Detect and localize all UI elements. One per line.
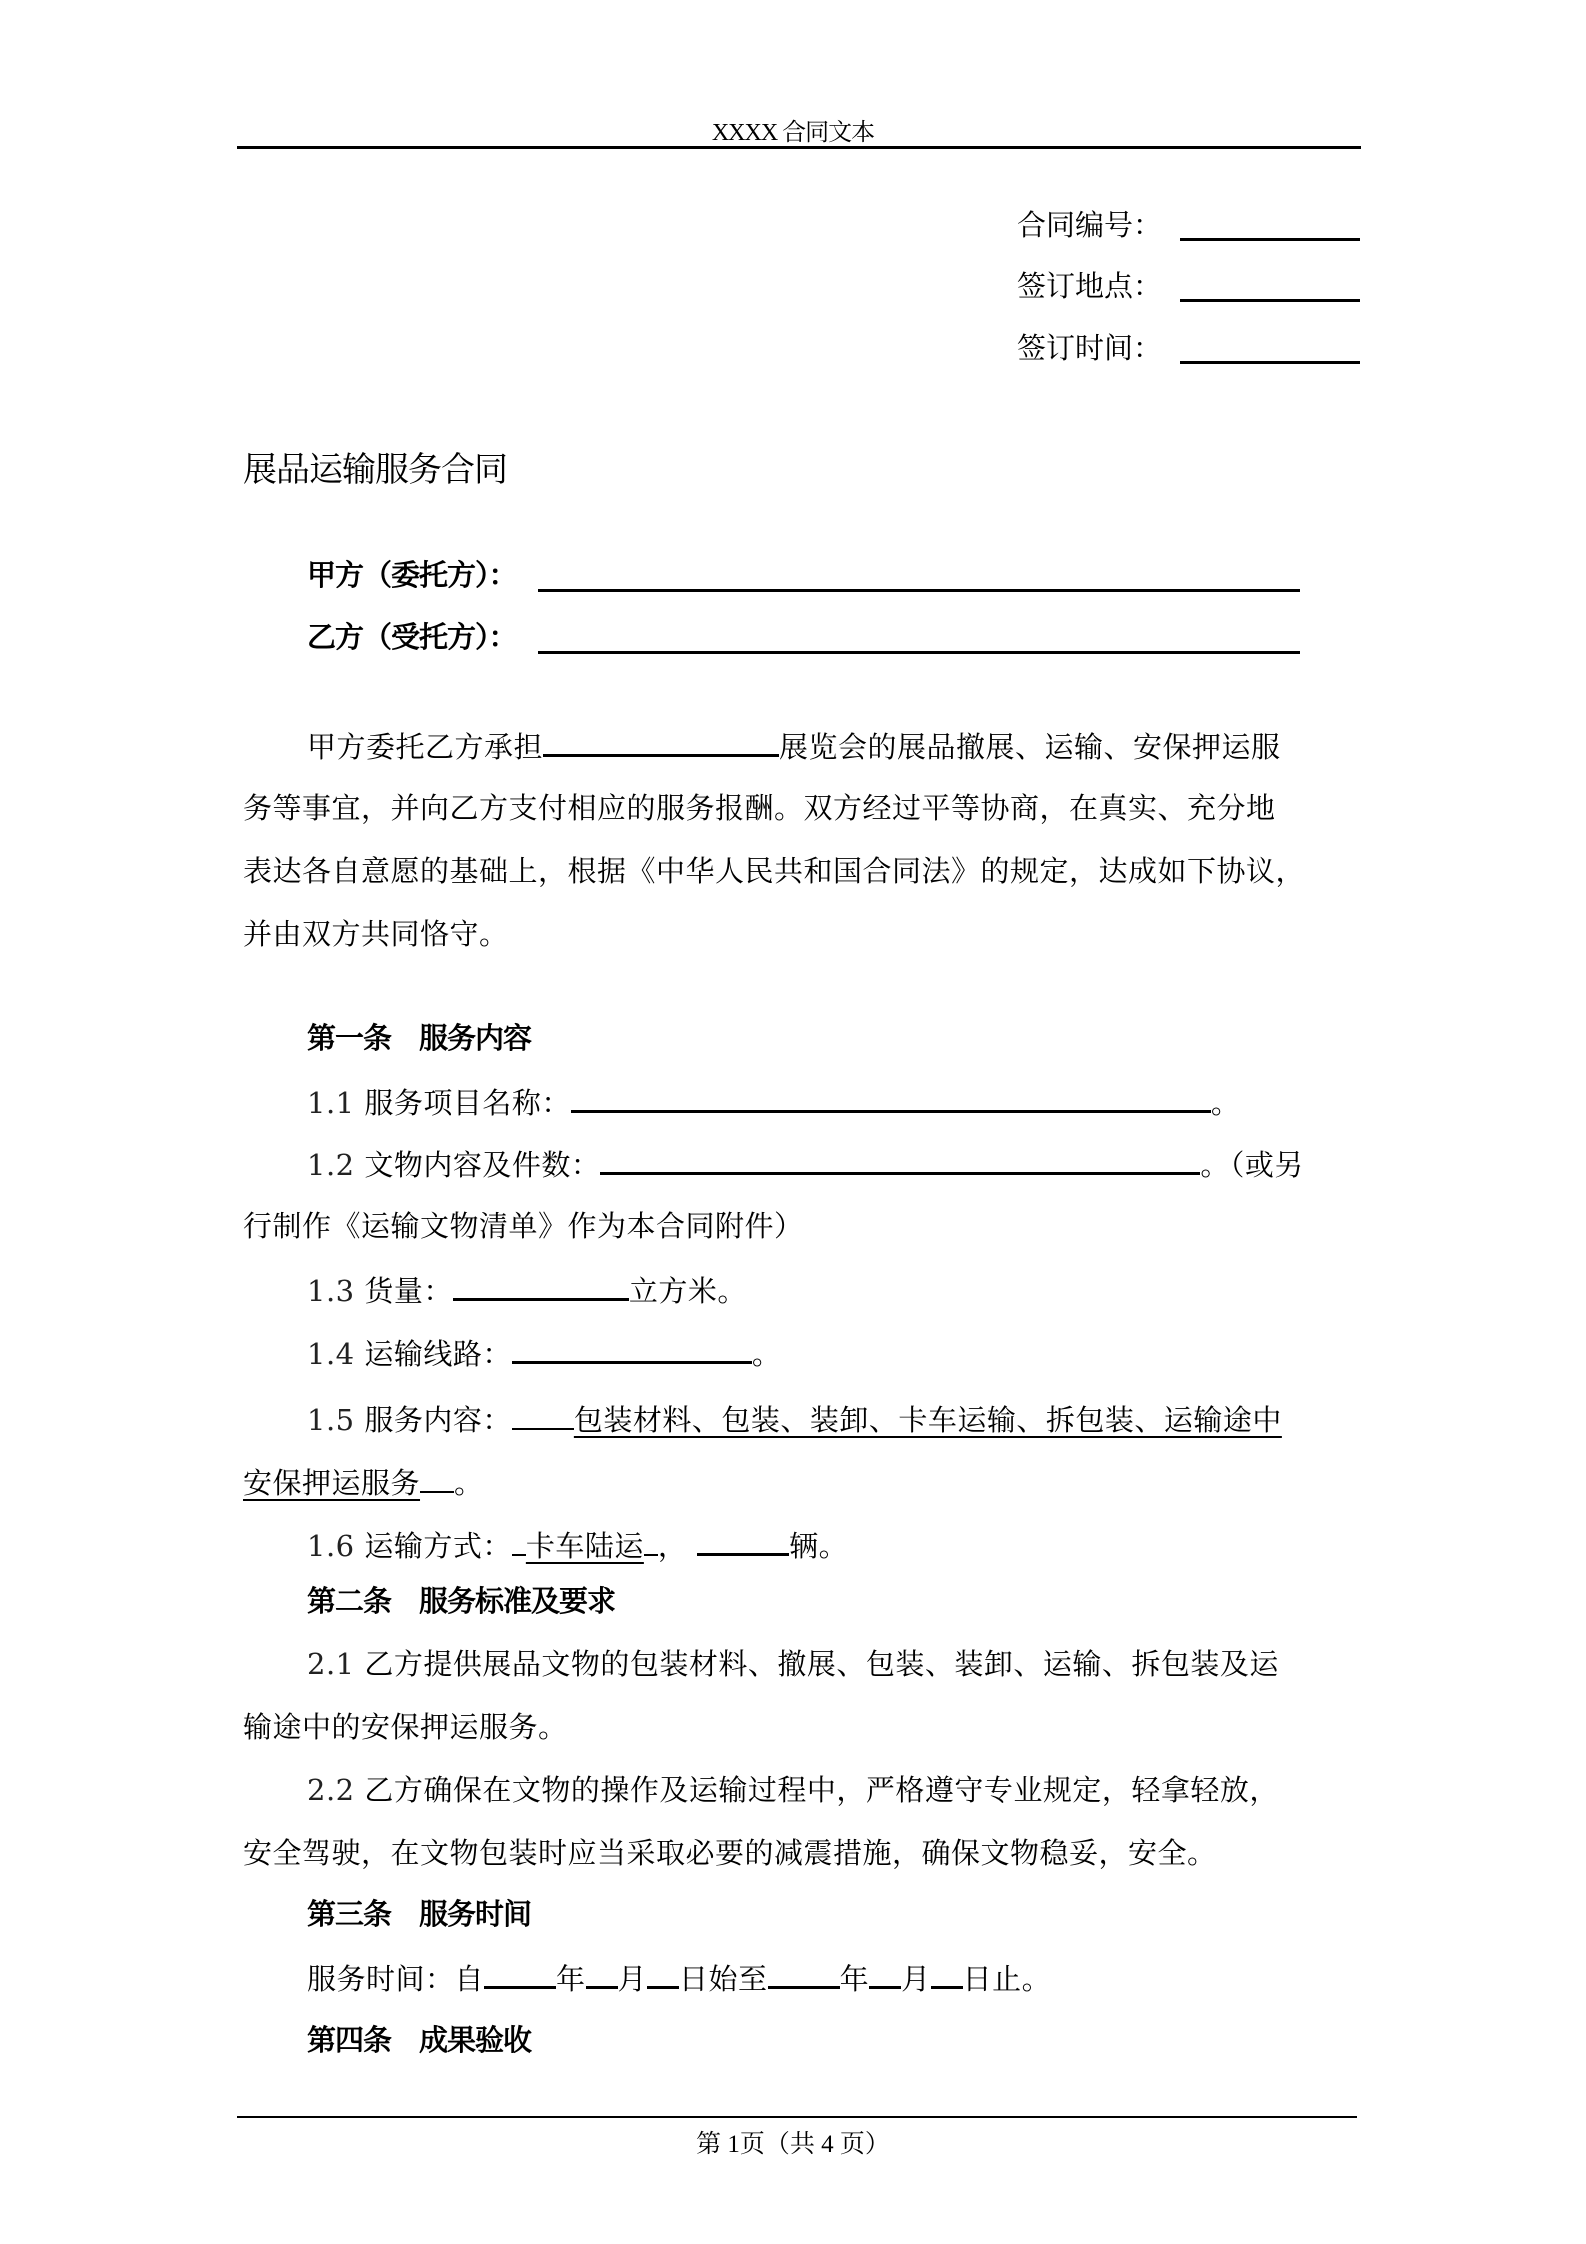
service-content-value-cont[interactable]: 安保押运服务 bbox=[243, 1466, 421, 1500]
item-2-2-continued: 安全驾驶，在文物包装时应当采取必要的减震措施，确保文物稳妥，安全。 bbox=[243, 1836, 1217, 1870]
service-content-value[interactable]: 包装材料、包装、装卸、卡车运输、拆包装、运输途中 bbox=[573, 1403, 1282, 1437]
article-1-heading: 第一条 服务内容 bbox=[307, 1021, 532, 1055]
item-2-1-continued: 输途中的安保押运服务。 bbox=[243, 1710, 568, 1744]
end-month-blank[interactable] bbox=[869, 1956, 901, 1989]
separator: ， bbox=[657, 1529, 688, 1563]
item-end: 。 bbox=[454, 1466, 484, 1500]
item-1-6 bbox=[307, 1520, 848, 1562]
end-year-blank[interactable] bbox=[768, 1956, 840, 1989]
contract-number-field bbox=[1017, 205, 1162, 245]
day-label: 日始至 bbox=[679, 1962, 768, 1996]
preamble-line-4: 并由双方共同恪守。 bbox=[243, 917, 509, 951]
item-label: 服务内容： bbox=[364, 1403, 512, 1437]
item-number: 1.5 bbox=[307, 1403, 355, 1437]
preamble-line-3: 表达各自意愿的基础上，根据《中华人民共和国合同法》的规定，达成如下协议， bbox=[243, 854, 1306, 888]
item-1-5 bbox=[307, 1394, 1282, 1436]
footer-divider bbox=[237, 2116, 1357, 2118]
sign-time-blank[interactable] bbox=[1180, 361, 1360, 364]
sign-place-field bbox=[1017, 266, 1162, 306]
start-year-blank[interactable] bbox=[484, 1956, 556, 1989]
year-label: 年 bbox=[556, 1962, 586, 1996]
item-2-2 bbox=[307, 1769, 1279, 1811]
service-time-label: 服务时间：自 bbox=[307, 1962, 485, 1996]
item-1-4 bbox=[307, 1331, 781, 1373]
item-1-5-continued bbox=[243, 1457, 484, 1499]
preamble-text: 展览会的展品撤展、运输、安保押运服 bbox=[779, 730, 1281, 764]
item-number: 1.6 bbox=[307, 1529, 355, 1563]
sign-time-field bbox=[1017, 328, 1162, 368]
party-a-label: 甲方（委托方）： bbox=[307, 558, 517, 592]
item-number: 2.2 bbox=[307, 1773, 355, 1807]
exhibition-name-blank[interactable] bbox=[543, 724, 779, 757]
item-label: 服务项目名称： bbox=[364, 1086, 571, 1120]
contract-number-blank[interactable] bbox=[1180, 238, 1360, 241]
year-label: 年 bbox=[839, 1962, 870, 1996]
sign-time-label: 签订时间： bbox=[1017, 331, 1163, 365]
item-number: 2.1 bbox=[307, 1647, 355, 1681]
underline-space bbox=[420, 1457, 454, 1493]
end-day-blank[interactable] bbox=[931, 1956, 963, 1989]
item-end: 立方米。 bbox=[628, 1274, 747, 1308]
month-label: 月 bbox=[617, 1962, 648, 1996]
item-end: 辆。 bbox=[789, 1529, 849, 1563]
article-2-heading: 第二条 服务标准及要求 bbox=[307, 1584, 616, 1618]
service-name-blank[interactable] bbox=[571, 1080, 1211, 1113]
underline-space bbox=[512, 1394, 574, 1430]
item-1-3 bbox=[307, 1268, 747, 1310]
month-label: 月 bbox=[901, 1962, 931, 1996]
start-day-blank[interactable] bbox=[647, 1956, 679, 1989]
vehicle-count-blank[interactable] bbox=[697, 1523, 789, 1556]
item-1-1 bbox=[307, 1080, 1240, 1122]
sign-place-label: 签订地点： bbox=[1017, 269, 1163, 303]
page-header-title: XXXX 合同文本 bbox=[711, 120, 875, 146]
item-label: 文物内容及件数： bbox=[364, 1148, 601, 1182]
item-2-1 bbox=[307, 1643, 1279, 1685]
item-end: 。（或另 bbox=[1200, 1148, 1304, 1182]
transport-mode-value[interactable]: 卡车陆运 bbox=[525, 1529, 644, 1563]
party-b-label: 乙方（受托方）： bbox=[307, 620, 517, 654]
item-number: 1.3 bbox=[307, 1274, 355, 1308]
contract-number-label: 合同编号： bbox=[1017, 208, 1163, 242]
party-a-blank[interactable] bbox=[538, 589, 1300, 592]
preamble-text: 甲方委托乙方承担 bbox=[307, 730, 544, 764]
party-b-blank[interactable] bbox=[538, 651, 1300, 654]
route-blank[interactable] bbox=[512, 1331, 752, 1364]
item-end: 。 bbox=[751, 1337, 782, 1371]
header-divider bbox=[237, 146, 1361, 149]
item-number: 1.2 bbox=[307, 1148, 355, 1182]
item-label: 运输线路： bbox=[364, 1337, 512, 1371]
item-label: 运输方式： bbox=[364, 1529, 512, 1563]
preamble-line-2: 务等事宜，并向乙方支付相应的服务报酬。双方经过平等协商，在真实、充分地 bbox=[243, 791, 1276, 825]
underline-space bbox=[512, 1520, 526, 1556]
item-1-2-continued: 行制作《运输文物清单》作为本合同附件） bbox=[243, 1209, 804, 1243]
page-number: 第 1页（共 4 页） bbox=[696, 2131, 890, 2158]
day-label: 日止。 bbox=[962, 1962, 1052, 1996]
service-time-line bbox=[307, 1956, 1051, 1998]
item-text: 乙方提供展品文物的包装材料、撤展、包装、装卸、运输、拆包装及运 bbox=[364, 1647, 1279, 1681]
article-4-heading: 第四条 成果验收 bbox=[307, 2023, 532, 2057]
document-title: 展品运输服务合同 bbox=[243, 450, 507, 490]
sign-place-blank[interactable] bbox=[1180, 299, 1360, 302]
preamble-line-1 bbox=[307, 724, 1281, 766]
item-label: 货量： bbox=[364, 1274, 453, 1308]
item-1-2 bbox=[307, 1142, 1304, 1184]
volume-blank[interactable] bbox=[453, 1268, 629, 1301]
item-text: 乙方确保在文物的操作及运输过程中，严格遵守专业规定，轻拿轻放， bbox=[364, 1773, 1279, 1807]
article-3-heading: 第三条 服务时间 bbox=[307, 1897, 532, 1931]
item-number: 1.1 bbox=[307, 1086, 355, 1120]
start-month-blank[interactable] bbox=[586, 1956, 618, 1989]
artifact-content-blank[interactable] bbox=[600, 1142, 1200, 1175]
underline-space bbox=[644, 1520, 658, 1556]
item-number: 1.4 bbox=[307, 1337, 355, 1371]
item-end: 。 bbox=[1210, 1086, 1241, 1120]
